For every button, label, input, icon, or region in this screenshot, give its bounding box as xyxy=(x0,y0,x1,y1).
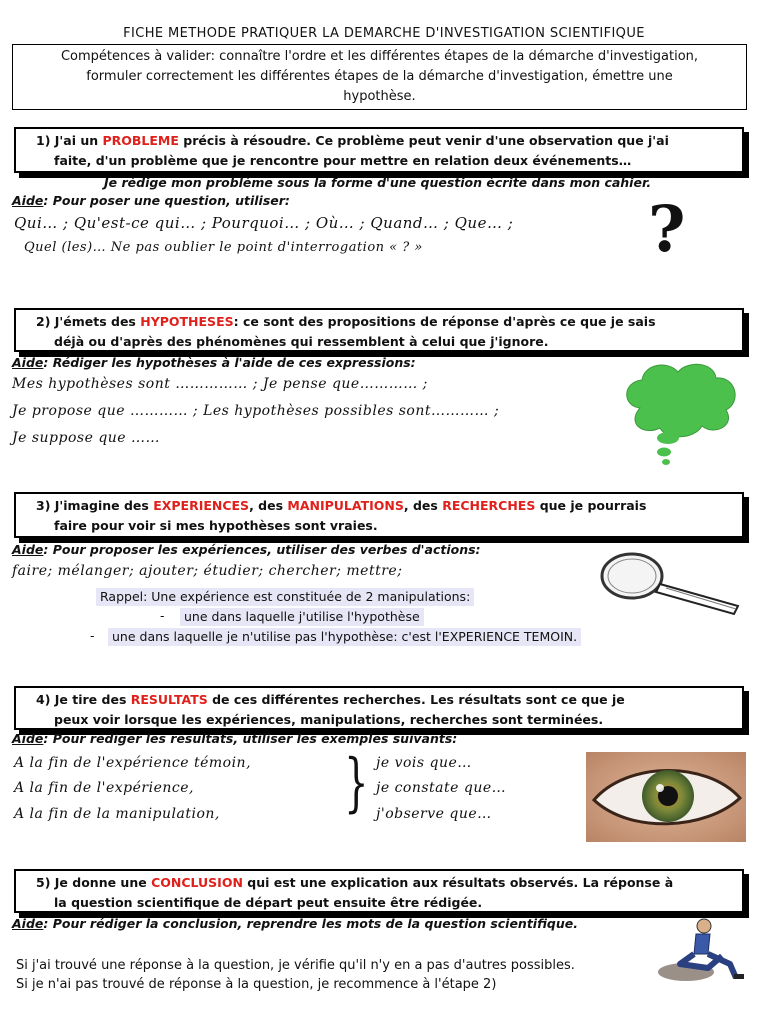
step-3-keyword-recherches: RECHERCHES xyxy=(442,498,536,513)
step-5-number: 5) xyxy=(36,875,51,890)
aide-label: Aide xyxy=(12,542,44,557)
step-3-text-post: que je pourrais xyxy=(535,498,647,513)
magnifying-glass-icon xyxy=(596,548,746,618)
step-5-line-2: la question scientifique de départ peut ensuite être rédigée. xyxy=(54,895,483,910)
step-2-keyword: HYPOTHESES xyxy=(140,314,234,329)
aide-label: Aide xyxy=(12,916,44,931)
thinker-figure-icon xyxy=(650,914,750,984)
step-3-text-pre: J'imagine des xyxy=(54,498,154,513)
page-title: FICHE METHODE PRATIQUER LA DEMARCHE D'INVESTIGATION SCIENTIFIQUE xyxy=(123,26,645,41)
question-mark-icon: ? xyxy=(648,192,686,267)
step-3-aide xyxy=(12,542,481,557)
step-1-hand-2: Quel (les)… Ne pas oublier le point d'interrogation « ? » xyxy=(24,240,423,255)
step-5-text-pre: Je donne une xyxy=(54,875,152,890)
step-1-line-2: faite, d'un problème que je rencontre pour mettre en relation deux événements… xyxy=(54,153,632,168)
step-4-left-2: A la fin de l'expérience, xyxy=(14,780,194,796)
step-2-text-post: : ce sont des propositions de réponse d'après ce que je sais xyxy=(233,314,656,329)
step-1-keyword: PROBLEME xyxy=(102,133,179,148)
step-1-hand-1: Qui… ; Qu'est-ce qui… ; Pourquoi… ; Où… ; Quand… ; Que… ; xyxy=(14,214,514,232)
rappel-dash-1: - xyxy=(160,608,165,623)
competences-line-3: hypothèse. xyxy=(343,89,416,104)
rappel-item-1: une dans laquelle j'utilise l'hypothèse xyxy=(180,608,424,626)
rappel-dash-2: - xyxy=(90,628,95,643)
step-5-box xyxy=(14,869,744,913)
step-4-left-3: A la fin de la manipulation, xyxy=(14,806,220,822)
step-2-aide xyxy=(12,355,416,370)
step-5-keyword: CONCLUSION xyxy=(151,875,243,890)
eye-image xyxy=(586,752,746,842)
step-5-paragraph-2: Si je n'ai pas trouvé de réponse à la question, je recommence à l'étape 2) xyxy=(16,977,497,992)
step-4-keyword: RESULTATS xyxy=(130,692,208,707)
step-1-number: 1) xyxy=(36,133,51,148)
step-5-aide-text: : Pour rédiger la conclusion, reprendre les mots de la question scientifique. xyxy=(43,916,578,931)
step-5-text-post: qui est une explication aux résultats observés. La réponse à xyxy=(242,875,674,890)
step-2-line-2: déjà ou d'après des phénomènes qui ressemblent à celui que j'ignore. xyxy=(54,334,549,349)
step-4-right-1: je vois que… xyxy=(376,755,472,771)
step-3-box xyxy=(14,492,744,538)
step-3-aide-text: : Pour proposer les expériences, utiliser des verbes d'actions: xyxy=(43,542,481,557)
step-1-aide xyxy=(12,193,290,208)
rappel-line: Rappel: Une expérience est constituée de 2 manipulations: xyxy=(96,588,474,606)
step-4-line-2: peux voir lorsque les expériences, manipulations, recherches sont terminées. xyxy=(54,712,604,727)
aide-label: Aide xyxy=(12,355,44,370)
step-3-number: 3) xyxy=(36,498,51,513)
step-2-aide-text: : Rédiger les hypothèses à l'aide de ces expressions: xyxy=(43,355,416,370)
step-1-note: Je rédige mon problème sous la forme d'une question écrite dans mon cahier. xyxy=(104,175,652,190)
step-2-box xyxy=(14,308,744,352)
step-3-keyword-experiences: EXPERIENCES xyxy=(153,498,250,513)
step-4-text-post: de ces différentes recherches. Les résultats sont ce que je xyxy=(207,692,625,707)
competences-box xyxy=(12,44,747,110)
aide-label: Aide xyxy=(12,193,44,208)
brace-icon: } xyxy=(344,746,369,820)
step-2-hand-3: Je suppose que …… xyxy=(12,430,161,446)
step-3-sep-2: , des xyxy=(403,498,443,513)
step-4-box xyxy=(14,686,744,730)
step-2-hand-2: Je propose que ………… ; Les hypothèses possibles sont………… ; xyxy=(12,403,500,419)
competences-line-1: Compétences à valider: connaître l'ordre et les différentes étapes de la démarche d'investigation, xyxy=(60,49,699,64)
step-3-hand-1: faire; mélanger; ajouter; étudier; chercher; mettre; xyxy=(12,563,403,579)
step-3-sep-1: , des xyxy=(249,498,288,513)
thought-cloud-icon xyxy=(618,356,744,466)
competences-line-2: formuler correctement les différentes étapes de la démarche d'investigation, émettre une xyxy=(86,69,673,84)
step-5-paragraph-1: Si j'ai trouvé une réponse à la question, je vérifie qu'il n'y en a pas d'autres possibles. xyxy=(16,958,575,973)
step-4-left-1: A la fin de l'expérience témoin, xyxy=(14,755,252,771)
step-5-aide xyxy=(12,916,578,931)
step-4-right-2: je constate que… xyxy=(376,780,507,796)
step-4-aide-text: : Pour rédiger les résultats, utiliser les exemples suivants: xyxy=(43,731,458,746)
step-4-right-3: j'observe que… xyxy=(376,806,492,822)
step-2-hand-1: Mes hypothèses sont …………… ; Je pense que………… ; xyxy=(12,376,428,392)
step-4-text-pre: Je tire des xyxy=(54,692,131,707)
step-3-line-2: faire pour voir si mes hypothèses sont vraies. xyxy=(54,518,378,533)
step-1-box xyxy=(14,127,744,173)
step-1-aide-text: : Pour poser une question, utiliser: xyxy=(43,193,290,208)
rappel-item-2: une dans laquelle je n'utilise pas l'hypothèse: c'est l'EXPERIENCE TEMOIN. xyxy=(108,628,581,646)
step-1-text-pre: J'ai un xyxy=(54,133,103,148)
step-3-keyword-manipulations: MANIPULATIONS xyxy=(287,498,404,513)
aide-label: Aide xyxy=(12,731,44,746)
step-1-text-post: précis à résoudre. Ce problème peut venir d'une observation que j'ai xyxy=(178,133,669,148)
step-4-aide xyxy=(12,731,457,746)
step-2-text-pre: J'émets des xyxy=(54,314,141,329)
step-2-number: 2) xyxy=(36,314,51,329)
step-4-number: 4) xyxy=(36,692,51,707)
